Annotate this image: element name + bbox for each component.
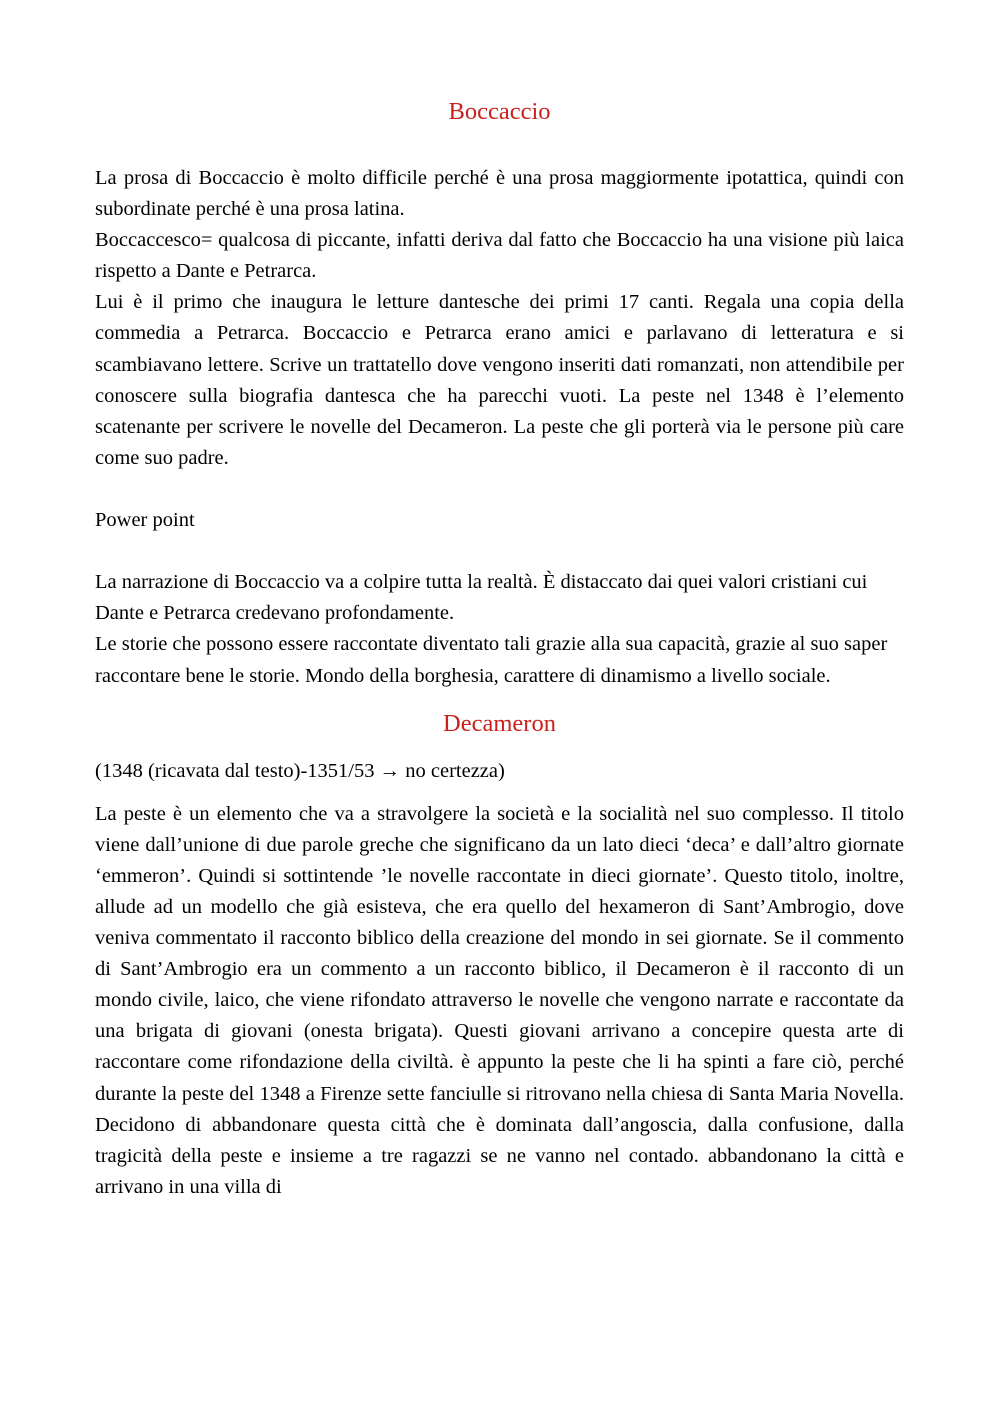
heading-decameron: Decameron (443, 709, 556, 737)
spacer (95, 741, 904, 756)
paragraph-prosa: La prosa di Boccaccio è molto difficile perché è una prosa maggiormente ipotattica, quindi con subordinate perché è una prosa latina. (95, 167, 904, 221)
dating-line: (1348 (ricavata dal testo)-1351/53 → no certezza) (95, 759, 505, 782)
blank-line (95, 474, 904, 505)
document-page (95, 95, 904, 1203)
power-point-label: Power point (95, 509, 195, 532)
paragraph-decameron-body: La peste è un elemento che va a stravolgere la società e la socialità nel suo complesso. Il titolo viene dall’unione di due parole greche che significano da un lato dieci ‘deca’ e dall’altro giornate ‘emmeron’. Quindi si sottintende ’le novelle raccontate in dieci giornate’. Questo titolo, inoltre, allude ad un modello che già esisteva, che era quello del hexameron di Sant’Ambrogio, dove veniva commentato il racconto biblico della creazione del mondo in sei giornate. Se il commento di Sant’Ambrogio era un commento a un racconto biblico, il Decameron è il racconto di un mondo civile, laico, che viene rifondato attraverso le novelle che vengono narrate e raccontate da una brigata di giovani (onesta brigata). Questi giovani arrivano a concepire questa arte di raccontare come rifondazione della civiltà. è appunto la peste che li ha spinti a fare ciò, perché durante la peste del 1348 a Firenze sette fanciulle si ritrovano nella chiesa di Santa Maria Novella. Decidono di abbandonare questa città che è dominata dall’angoscia, dalla confusione, dalla tragicità della peste e insieme a tre ragazzi se ne vanno nel contado. abbandonano la città e arrivano in una villa di (95, 802, 904, 1198)
spacer (95, 787, 904, 799)
paragraph-letture-dantesche: Lui è il primo che inaugura le letture dantesche dei primi 17 canti. Regala una copia della commedia a Petrarca. Boccaccio e Petrarca erano amici e parlavano di letteratura e si scambiavano lettere. Scrive un trattatello dove vengono inseriti dati romanzati, non attendibile per conoscere sulla biografia dantesca che ha parecchi vuoti. La peste nel 1348 è l’elemento scatenante per scrivere le novelle del Decameron. La peste che gli porterà via le persone più care come suo padre. (95, 291, 904, 469)
paragraph-boccaccesco: Boccaccesco= qualcosa di piccante, infatti deriva dal fatto che Boccaccio ha una visione più laica rispetto a Dante e Petrarca. (95, 229, 904, 283)
heading-boccaccio: Boccaccio (448, 98, 551, 125)
blank-line (95, 536, 904, 567)
paragraph-narrazione: La narrazione di Boccaccio va a colpire tutta la realtà. È distaccato dai quei valori cristiani cui Dante e Petrarca credevano profondamente. (95, 571, 868, 625)
spacer (95, 692, 904, 707)
spacer (95, 129, 904, 163)
paragraph-storie: Le storie che possono essere raccontate diventato tali grazie alla sua capacità, grazie al suo saper raccontare bene le storie. Mondo della borghesia, carattere di dinamismo a livello sociale. (95, 633, 888, 687)
